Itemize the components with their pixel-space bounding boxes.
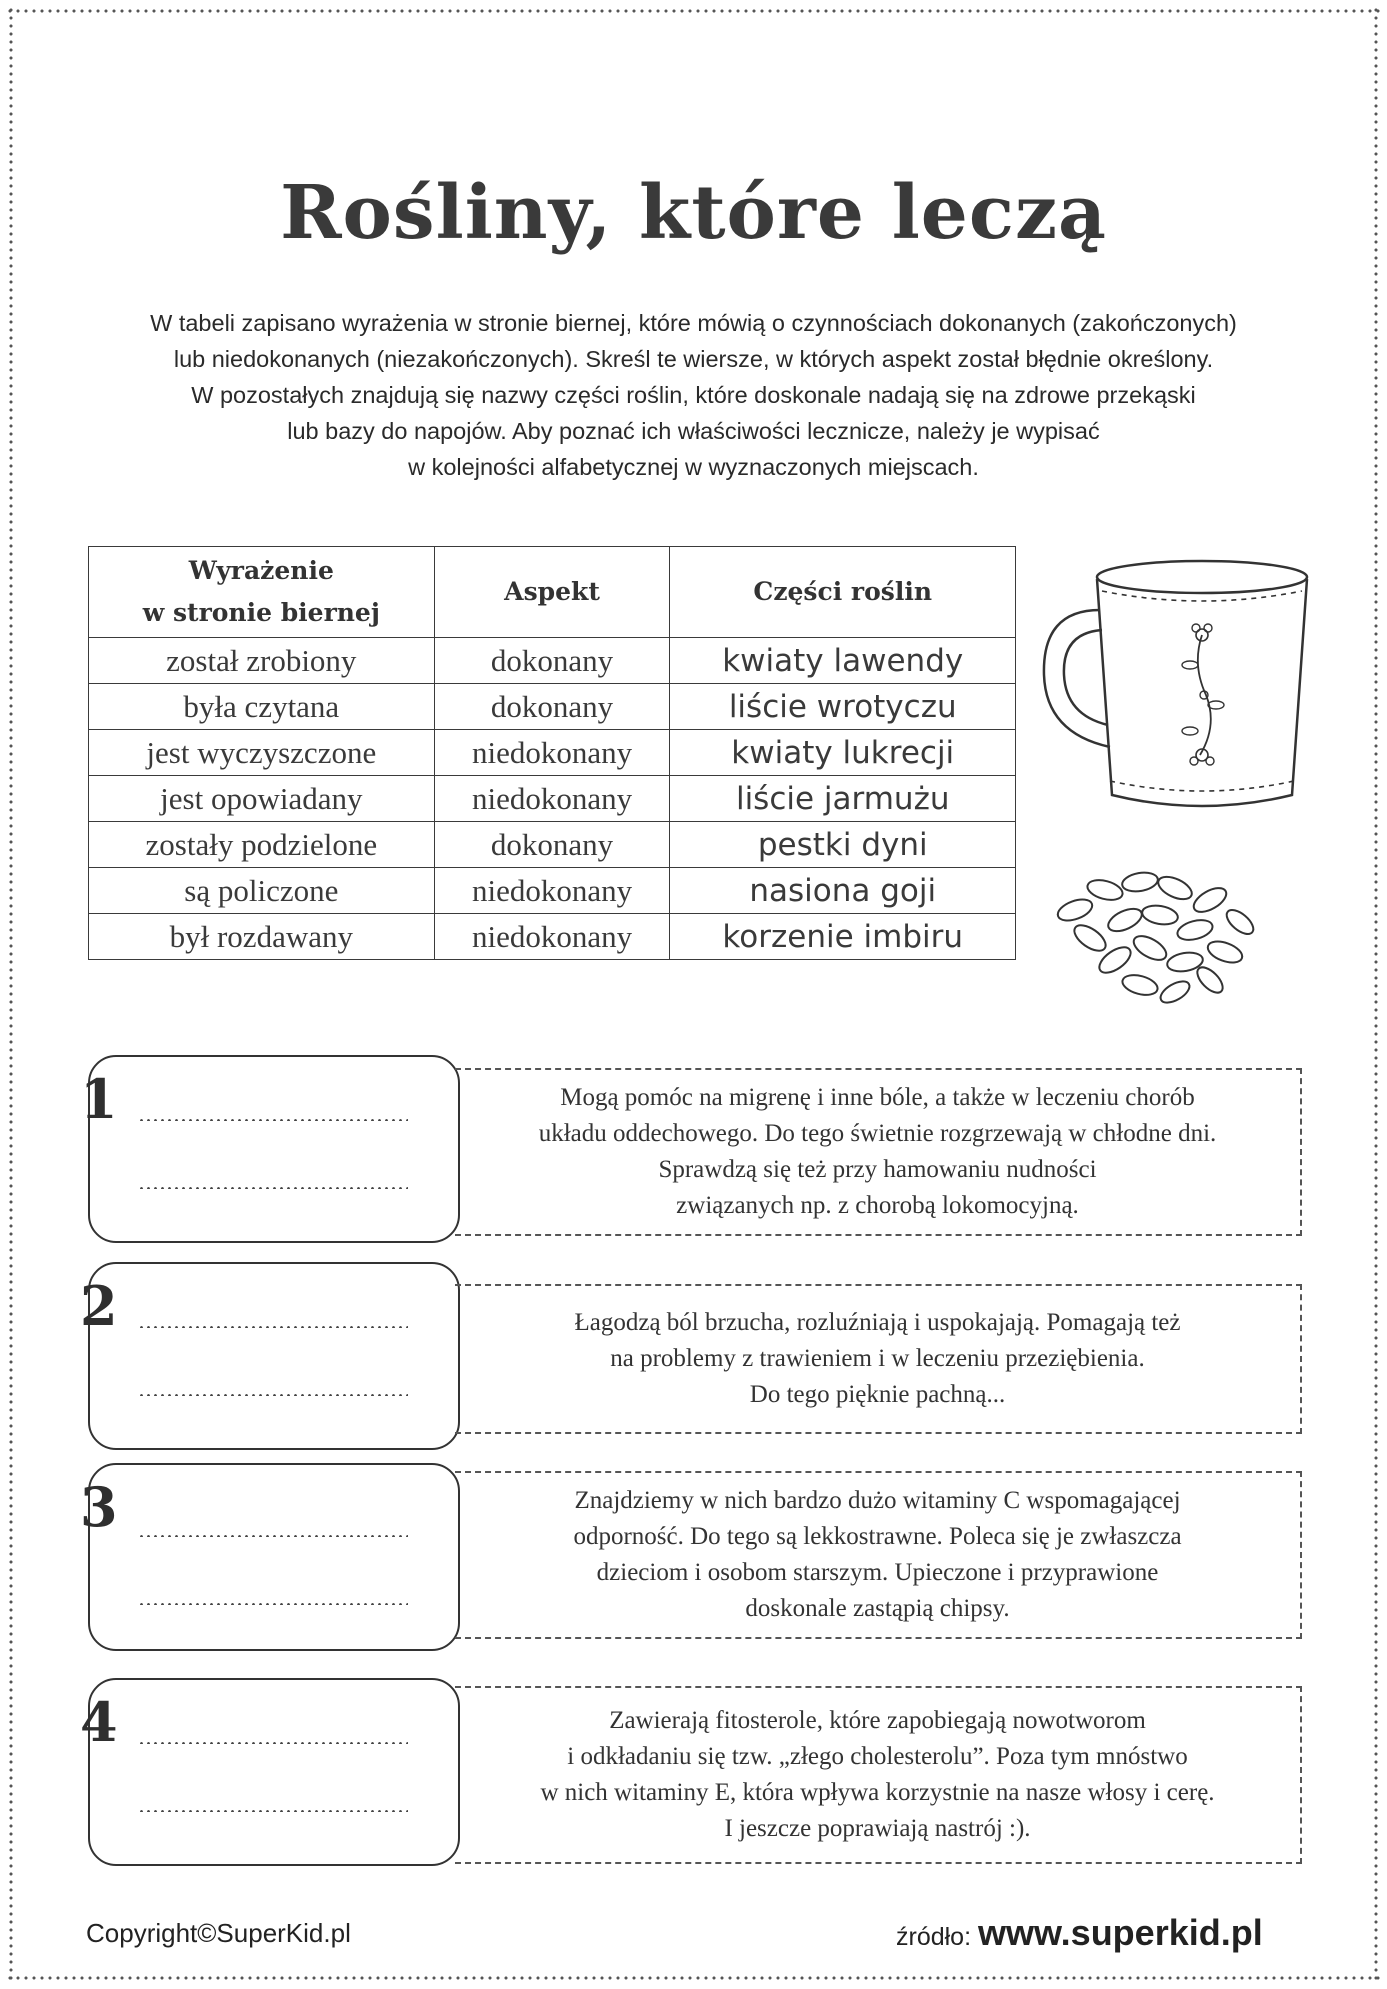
task-number: 3 [80,1475,118,1539]
description-line: odporność. Do tego są lekkostrawne. Poleca się je zwłaszcza [573,1523,1182,1550]
plant-part-cell: kwiaty lawendy [670,638,1016,684]
instruction-line: W pozostałych znajdują się nazwy części roślin, które doskonale nadają się na zdrowe przekąski [191,382,1196,408]
answer-line[interactable] [138,1119,408,1121]
answer-line[interactable] [138,1187,408,1189]
answer-box[interactable] [88,1055,460,1243]
border-left [6,6,16,1983]
header-expression-line1: Wyrażenie [188,556,334,585]
answer-line[interactable] [138,1603,408,1605]
expression-cell: jest wyczyszczone [89,730,435,776]
aspect-cell: niedokonany [434,914,670,960]
border-bottom [6,1973,1381,1983]
border-top [6,6,1381,16]
table-row[interactable] [89,776,1016,822]
header-expression-line2: w stronie biernej [142,598,380,627]
description-line: doskonale zastąpią chipsy. [745,1595,1010,1622]
description-line: Łagodzą ból brzucha, rozluźniają i uspokajają. Pomagają też [574,1309,1181,1336]
expression-cell: był rozdawany [89,914,435,960]
table-row[interactable] [89,914,1016,960]
description-box [455,1284,1302,1434]
source-credit [896,1912,1263,1954]
aspect-cell: dokonany [434,638,670,684]
description-line: na problemy z trawieniem i w leczeniu przeziębienia. [610,1345,1145,1372]
plant-part-cell: korzenie imbiru [670,914,1016,960]
answer-box[interactable] [88,1678,460,1866]
description-line: Mogą pomóc na migrenę i inne bóle, a także w leczeniu chorób [560,1084,1195,1111]
passive-voice-table [88,546,1016,960]
instruction-line: W tabeli zapisano wyrażenia w stronie biernej, które mówią o czynnościach dokonanych (zakończonych) [150,310,1237,336]
plant-part-cell: liście wrotyczu [670,684,1016,730]
seeds-illustration [1045,860,1265,1010]
source-label: źródło: [896,1923,972,1951]
plant-part-cell: liście jarmużu [670,776,1016,822]
description-line: Sprawdzą się też przy hamowaniu nudności [658,1156,1097,1183]
instruction-line: lub bazy do napojów. Aby poznać ich właściwości lecznicze, należy je wypisać [287,418,1100,444]
instruction-line: lub niedokonanych (niezakończonych). Skreśl te wiersze, w których aspekt został błędnie określony. [173,346,1214,372]
description-line: Znajdziemy w nich bardzo dużo witaminy C wspomagającej [574,1487,1181,1514]
expression-cell: został zrobiony [89,638,435,684]
answer-line[interactable] [138,1326,408,1328]
aspect-cell: dokonany [434,822,670,868]
table-row[interactable] [89,822,1016,868]
description-line: Do tego pięknie pachną... [749,1381,1006,1408]
aspect-cell: niedokonany [434,730,670,776]
mug-illustration [1040,555,1310,820]
description-box [455,1068,1302,1236]
header-plant-parts: Części roślin [670,547,1016,638]
answer-line[interactable] [138,1394,408,1396]
table-row[interactable] [89,730,1016,776]
header-aspect: Aspekt [434,547,670,638]
source-url[interactable]: www.superkid.pl [978,1912,1263,1953]
expression-cell: są policzone [89,868,435,914]
plant-part-cell: nasiona goji [670,868,1016,914]
table-row[interactable] [89,638,1016,684]
answer-line[interactable] [138,1742,408,1744]
description-line: Zawierają fitosterole, które zapobiegają nowotworom [609,1707,1146,1734]
plant-part-cell: pestki dyni [670,822,1016,868]
expression-cell: zostały podzielone [89,822,435,868]
task-number: 2 [80,1274,118,1338]
answer-line[interactable] [138,1810,408,1812]
aspect-cell: dokonany [434,684,670,730]
description-box [455,1471,1302,1639]
answer-line[interactable] [138,1535,408,1537]
plant-part-cell: kwiaty lukrecji [670,730,1016,776]
description-line: dzieciom i osobom starszym. Upieczone i przyprawione [596,1559,1159,1586]
border-right [1371,6,1381,1983]
answer-box[interactable] [88,1262,460,1450]
description-line: w nich witaminy E, która wpływa korzystnie na nasze włosy i cerę. [540,1779,1215,1806]
table-row[interactable] [89,868,1016,914]
page-title: Rośliny, które leczą [280,170,1107,256]
description-box [455,1686,1302,1864]
task-number: 4 [80,1690,118,1754]
expression-cell: była czytana [89,684,435,730]
instructions [40,305,1347,485]
task-number: 1 [80,1067,118,1131]
description-line: związanych np. z chorobą lokomocyjną. [676,1192,1079,1219]
table-row[interactable] [89,684,1016,730]
description-line: I jeszcze poprawiają nastrój :). [724,1815,1031,1842]
description-line: układu oddechowego. Do tego świetnie rozgrzewają w chłodne dni. [538,1120,1217,1147]
copyright-text: Copyright©SuperKid.pl [86,1918,351,1948]
aspect-cell: niedokonany [434,776,670,822]
answer-box[interactable] [88,1463,460,1651]
table-header-row [89,547,1016,638]
instruction-line: w kolejności alfabetycznej w wyznaczonych miejscach. [408,454,979,480]
description-line: i odkładaniu się tzw. „złego cholesterolu”. Poza tym mnóstwo [567,1743,1188,1770]
aspect-cell: niedokonany [434,868,670,914]
expression-cell: jest opowiadany [89,776,435,822]
header-expression [89,547,435,638]
